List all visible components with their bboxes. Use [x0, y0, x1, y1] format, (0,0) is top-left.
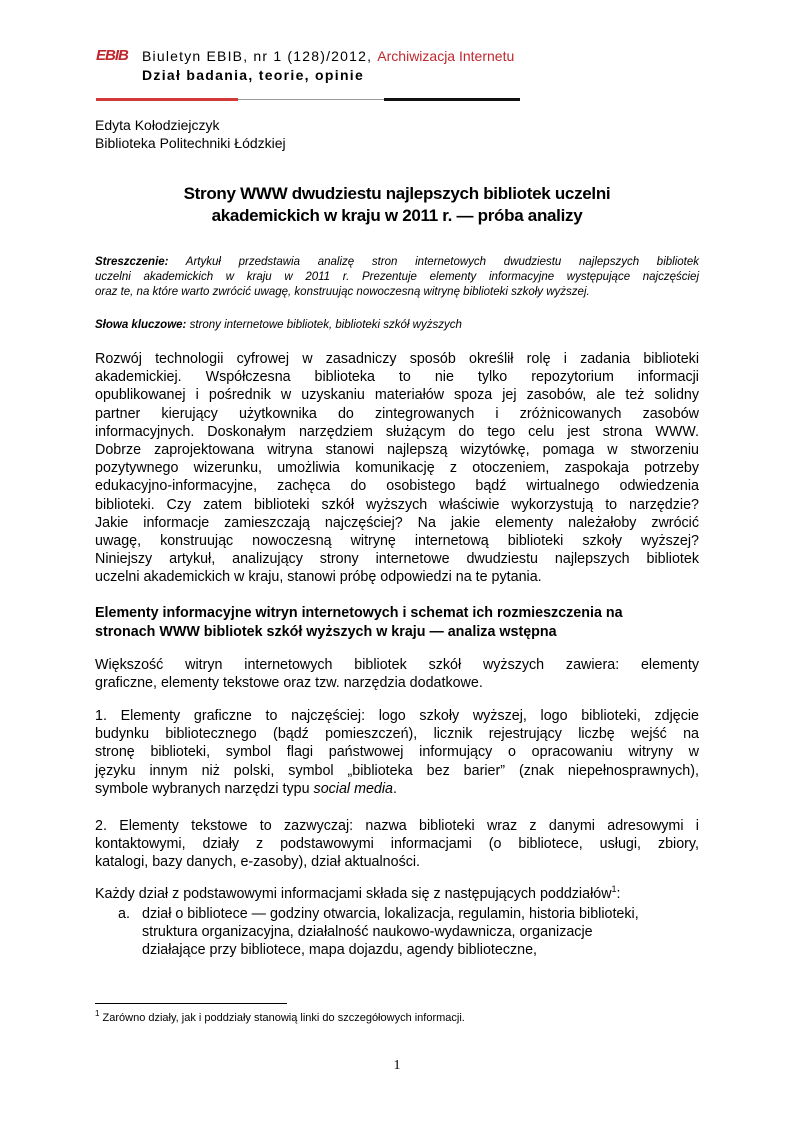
ebib-logo: [96, 46, 132, 64]
text-line: akademickiej. Współczesna biblioteka to nie tylko repozytorium informacji: [95, 369, 699, 386]
list-item: [142, 905, 639, 960]
paragraph-subsections: [95, 885, 621, 903]
heading-line: Elementy informacyjne witryn internetowych i schemat ich rozmieszczenia na: [95, 605, 623, 621]
text-line: stronę biblioteki, symbol flagi państwowej informujący o opracowaniu witryny w: [95, 744, 699, 761]
text-line: działające przy bibliotece, mapa dojazdu, agendy biblioteczne,: [142, 942, 538, 959]
text-line: Większość witryn internetowych bibliotek szkół wyższych zawiera: elementy: [95, 657, 699, 673]
text-line: 1. Elementy graficzne to najczęściej: logo szkoły wyższej, logo biblioteki, zdjęcie: [95, 708, 699, 724]
header-rule-gray: [238, 99, 384, 100]
journal-line: [142, 47, 514, 65]
footnote: [95, 1011, 465, 1025]
text-line: graficzne, elementy tekstowe oraz tzw. narzędzia dodatkowe.: [95, 675, 483, 692]
header-rule-red: [96, 98, 238, 101]
intro-paragraph: [95, 350, 699, 587]
keywords: [95, 318, 462, 333]
footnote-number: 1: [95, 1009, 100, 1018]
footnote-rule: [95, 1003, 287, 1004]
text-line: biblioteki. Czy zatem biblioteki szkół wyższych właściwie wykorzystują to narzędzie?: [95, 496, 699, 513]
abstract: [95, 255, 699, 300]
section-heading: [95, 604, 623, 641]
text-line: opublikowanej i pośrednik w uzyskaniu materiałów spoza jej zasobów, ale też solidny: [95, 387, 699, 404]
text-line: Niniejszy artykuł, analizujący strony internetowe dwudziestu najlepszych bibliotek: [95, 551, 699, 568]
paragraph-graphic-elements: [95, 707, 699, 798]
text-line: Jakie informacje zamieszczają najczęściej? Na jakie elementy należałoby zwrócić: [95, 514, 699, 531]
keywords-label: Słowa kluczowe:: [95, 319, 187, 331]
text-line: języku innym niż polski, symbol „biblioteka bez barier” (znak niepełnosprawnych),: [95, 762, 699, 779]
text-line: Każdy dział z podstawowymi informacjami składa się z następujących poddziałów: [95, 886, 612, 902]
text-line: uwagę, konstruując nowoczesną witrynę internetową biblioteki szkoły wyższej?: [95, 533, 699, 550]
header-rule-black: [384, 98, 520, 101]
text-line: struktura organizacyjna, działalność naukowo-wydawnicza, organizacje: [142, 924, 593, 941]
abstract-label: Streszczenie:: [95, 256, 169, 268]
footnote-text: Zarówno działy, jak i poddziały stanowią linki do szczegółowych informacji.: [102, 1012, 465, 1024]
title-line: akademickich w kraju w 2011 r. — próba analizy: [211, 206, 583, 225]
paragraph-overview: [95, 656, 699, 692]
text-line: kontaktowymi, działy z podstawowymi informacjami (o bibliotece, usługi, zbiory,: [95, 836, 699, 853]
keywords-text: strony internetowe bibliotek, biblioteki szkół wyższych: [189, 319, 462, 331]
text-line: informacyjnych. Doskonałym narzędziem służącym do tego celu jest strona WWW.: [95, 423, 699, 440]
text-segment: :: [616, 886, 621, 902]
text-line: katalogi, bazy danych, e-zasoby), dział aktualności.: [95, 854, 421, 871]
title-line: Strony WWW dwudziestu najlepszych bibliotek uczelni: [183, 184, 611, 203]
author-affiliation: Biblioteka Politechniki Łódzkiej: [95, 135, 286, 151]
text-italic: social media: [313, 780, 394, 797]
text-line: partner kierujący użytkownika do zintegrowanych i zróżnicowanych zasobów: [95, 405, 699, 422]
abstract-line: uczelni akademickich w kraju w 2011 r. Prezentuje elementy informacyjne występujące najczęściej: [95, 271, 699, 283]
page-number: 1: [393, 1058, 401, 1073]
text-segment: symbole wybranych narzędzi typu: [95, 780, 310, 797]
ebib-logo-text: EBIB: [96, 47, 128, 64]
issue-theme: Archiwizacja Internetu: [377, 48, 515, 64]
text-line: [95, 780, 699, 798]
text-line: dział o bibliotece — godziny otwarcia, lokalizacja, regulamin, historia biblioteki,: [142, 906, 639, 922]
section-name: Dział badania, teorie, opinie: [142, 67, 365, 83]
footnote-ref[interactable]: 1: [611, 884, 617, 894]
article-title: [95, 183, 699, 227]
text-line: 2. Elementy tekstowe to zazwyczaj: nazwa biblioteki wraz z danymi adresowymi i: [95, 818, 699, 834]
text-line: uczelni akademickich w kraju, stanowi próbę odpowiedzi na te pytania.: [95, 569, 542, 586]
abstract-line: Artykuł przedstawia analizę stron internetowych dwudziestu najlepszych bibliotek: [185, 256, 699, 268]
journal-issue: Biuletyn EBIB, nr 1 (128)/2012,: [142, 48, 373, 64]
text-line: budynku bibliotecznego (bądź pomieszczeń), licznik rejestrujący liczbę wejść na: [95, 726, 699, 743]
author-name: Edyta Kołodziejczyk: [95, 117, 220, 133]
heading-line: stronach WWW bibliotek szkół wyższych w kraju — analiza wstępna: [95, 623, 557, 640]
paragraph-text-elements: [95, 817, 699, 872]
text-line: Rozwój technologii cyfrowej w zasadniczy sposób określił rolę i zadania biblioteki: [95, 351, 699, 367]
text-segment: .: [393, 780, 397, 797]
abstract-line: oraz te, na które warto zwrócić uwagę, konstruując nowoczesną witrynę biblioteki szkoły wyższej.: [95, 286, 590, 298]
text-line: edukacyjno-informacyjne, zachęca do osobistego bądź wirtualnego odwiedzenia: [95, 478, 699, 495]
text-line: Dobrze zaprojektowana witryna stanowi najlepszą wizytówkę, pomaga w stworzeniu: [95, 442, 699, 459]
list-marker: a.: [118, 906, 130, 922]
text-line: pozytywnego wizerunku, umożliwia komunikację z otoczeniem, zaspokaja potrzeby: [95, 460, 699, 477]
